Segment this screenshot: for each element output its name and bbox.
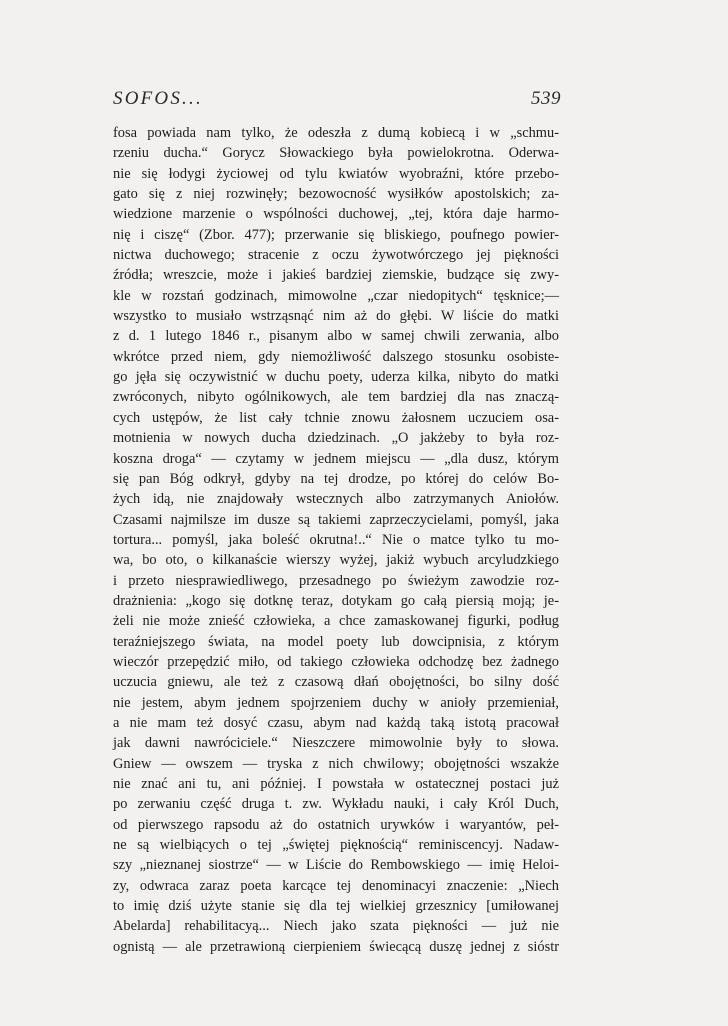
text-line: uczucia gniewu, ale też z czasową dłań obojętności, bo silny dość (113, 674, 559, 691)
text-line: źródła; wreszcie, może i jakieś bardziej ziemskie, budzące się zwy- (113, 267, 559, 284)
text-line: a nie mam też dosyć czasu, abym nad każdą taką istotą pracował (113, 714, 559, 731)
text-line: szy „nieznanej siostrze“ — w Liście do Rembowskiego — imię Heloi- (113, 857, 559, 874)
text-line: wszystko to musiało wstrząsnąć nim aż do głębi. W liście do matki (113, 308, 559, 325)
text-line: nię i ciszę“ (Zbor. 477); przerwanie się bliskiego, poufnego powier- (113, 226, 559, 243)
page-number: 539 (531, 88, 561, 109)
text-line: koszna droga“ — czytamy w jednem miejscu — „dla dusz, którym (113, 450, 559, 467)
text-line: Czasami najmilsze im dusze są takiemi zaprzeczycielami, pomyśl, jaka (113, 511, 559, 528)
text-line: drażnienia: „kogo się dotknę teraz, dotykam go całą piersią moją; je- (113, 592, 559, 609)
text-line: nie znać ani tu, ani później. I powstała w ostatecznej postaci już (113, 776, 559, 792)
text-line: i przeto niesprawiedliwego, przesadnego po świeżym zawodzie roz- (113, 572, 559, 589)
text-line: tortura... pomyśl, jaka boleść okrutna!..“ Nie o matce tylko tu mo- (113, 531, 559, 548)
text-line: wieczór przepędzić miło, od takiego człowieka odchodzę bez żadnego (113, 653, 559, 670)
text-line: wa, bo oto, o kilkanaście wierszy wyżej, jakiż wybuch arcyludzkiego (113, 552, 559, 569)
text-line: Abelarda] rehabilitacyą... Niech jako szata piękności — już nie (113, 918, 559, 935)
running-title: SOFOS... (113, 88, 203, 109)
text-line: ognistą — ale przetrawioną cierpieniem świecącą duszę jednej z sióstr (113, 938, 559, 955)
text-line: nie jestem, abym jednem spojrzeniem duchy w anioły przemieniał, (113, 694, 559, 711)
text-line: to imię dziś użyte stanie się dla tej wielkiej grzesznicy [umiłowanej (113, 898, 559, 915)
text-line: nictwa duchowego; stracenie z oczu żywotwórczego jej piękności (113, 247, 559, 264)
text-line: jak dawni nawróciciele.“ Nieszczere mimowolnie były to słowa. (113, 735, 559, 752)
body-text (113, 123, 559, 957)
text-line: od pierwszego rapsodu aż do ostatnich urywków i waryantów, peł- (113, 816, 559, 833)
text-line: żeli nie może znieść człowieka, a chce zamaskowanej figurki, podług (113, 613, 559, 630)
text-line: teraźniejszego świata, na model poety lub dowcipnisia, z którym (113, 633, 559, 650)
text-line: z d. 1 lutego 1846 r., pisanym albo w samej chwili zerwania, albo (113, 328, 559, 345)
text-line: się pan Bóg odkrył, gdyby na tej drodze, po której do celów Bo- (113, 470, 559, 487)
text-line: rzeniu ducha.“ Gorycz Słowackiego była powielokrotna. Oderwa- (113, 145, 559, 162)
text-line: żych idą, nie znajdowały wstecznych albo zatrzymanych Aniołów. (113, 491, 559, 508)
text-line: Gniew — owszem — tryska z nich chwilowy; obojętności wszakże (113, 755, 559, 772)
text-line: wkrótce przed niem, gdy niemożliwość dalszego stosunku osobiste- (113, 348, 559, 365)
text-line: nie się łodygi życiowej od tylu kwiatów wyobraźni, które przebo- (113, 165, 559, 182)
text-line: zy, odwraca zaraz poeta karcące tej denominacyi znaczenie: „Niech (113, 877, 559, 894)
text-line: po zerwaniu część druga t. zw. Wykładu nauki, i cały Król Duch, (113, 796, 559, 813)
text-line: zwróconych, nibyto ogólnikowych, ale tem bardziej dla nas znaczą- (113, 389, 559, 406)
running-head (113, 88, 561, 114)
text-line: wiedzione marzenie o wspólności duchowej, „tej, która daje harmo- (113, 206, 559, 223)
text-line: gato się z niej rozwinęły; bezowocność wysiłków apostolskich; za- (113, 186, 559, 203)
text-line: go jęła się oczywistnić w duchu poety, uderza kilka, nibyto do matki (113, 369, 559, 386)
text-line: fosa powiada nam tylko, że odeszła z dumą kobiecą i w „schmu- (113, 125, 559, 141)
text-line: motnienia w nowych ducha dziedzinach. „O jakżeby to była roz- (113, 430, 559, 447)
text-line: cych ustępów, że list cały tchnie znowu żałosnem uczuciem osa- (113, 409, 559, 426)
text-line: kle w rozstań godzinach, mimowolne „czar niedopitych“ tęsknice;— (113, 287, 559, 304)
text-line: ne są wielbiących o tej „świętej pięknością“ reminiscencyj. Nadaw- (113, 837, 559, 854)
